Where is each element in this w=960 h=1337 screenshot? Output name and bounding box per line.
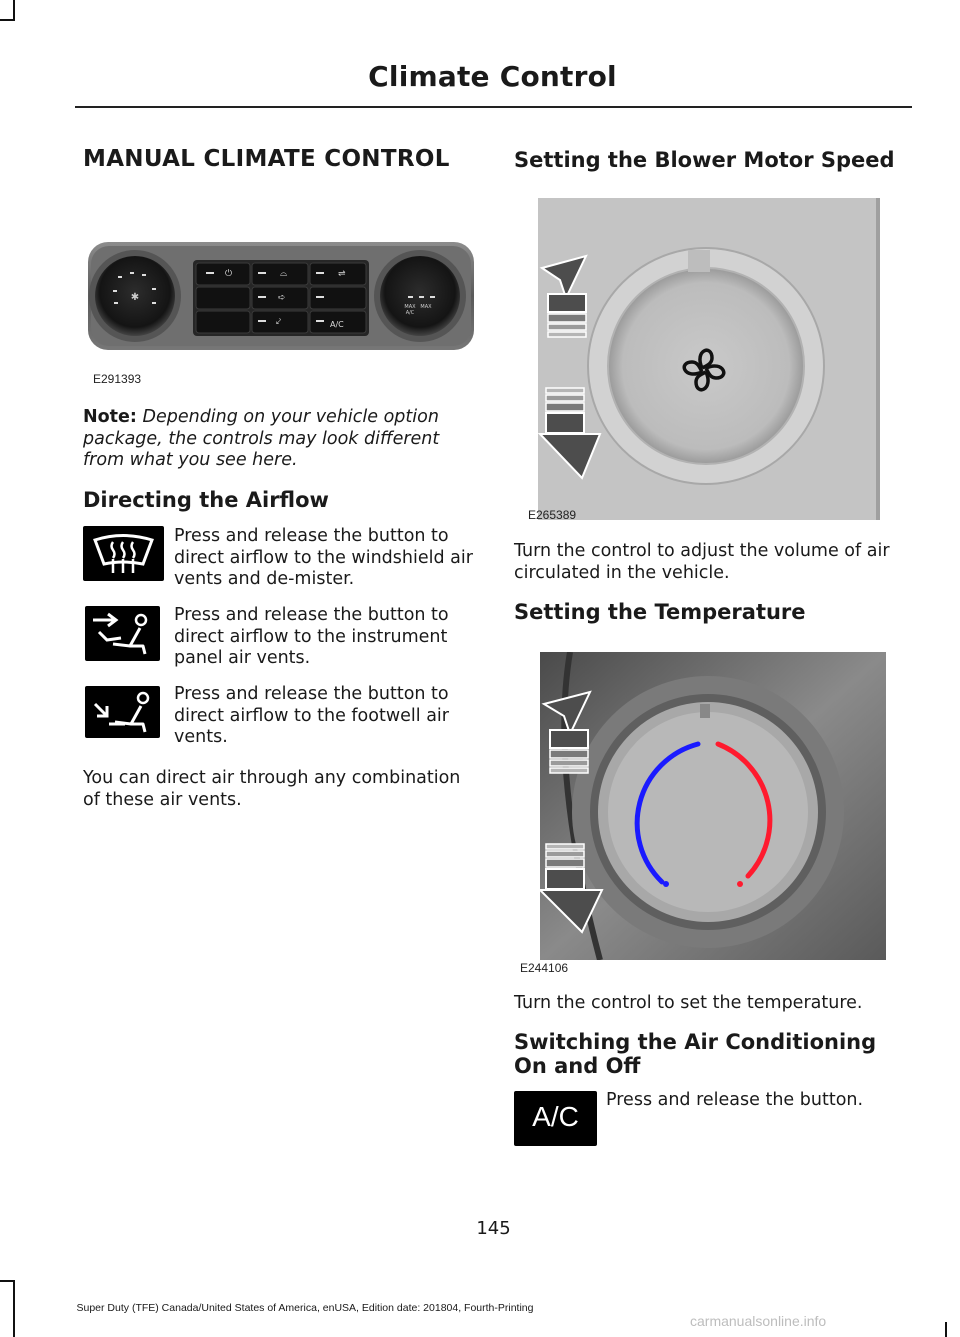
crop-mark <box>0 1280 15 1282</box>
note <box>83 407 468 472</box>
svg-text:➪: ➪ <box>278 293 286 303</box>
crop-mark <box>13 0 15 20</box>
watermark: carmanualsonline.info <box>690 1313 827 1329</box>
ac-small-label: A/C <box>405 310 415 316</box>
page-title: Climate Control <box>368 60 617 93</box>
crop-mark <box>0 19 15 21</box>
edition-footer: Super Duty (TFE) Canada/United States of America, enUSA, Edition date: 201804, Fourth-Printing <box>76 1302 534 1314</box>
ac-button-icon <box>514 1091 597 1146</box>
temperature-knob-figure <box>540 652 886 960</box>
temperature-heading: Setting the Temperature <box>514 600 806 624</box>
svg-text:✱: ✱ <box>130 292 140 303</box>
note-label: Note: <box>83 407 137 427</box>
figure-code: E244106 <box>520 961 569 975</box>
header-rule <box>75 106 912 108</box>
ac-icon-label: A/C <box>532 1101 579 1132</box>
blower-heading: Setting the Blower Motor Speed <box>514 148 895 172</box>
ac-panel-label: A/C <box>330 320 344 329</box>
airflow-item-text: Press and release the button to direct airflow to the footwell air vents. <box>174 684 449 747</box>
svg-text:⤦: ⤦ <box>276 317 282 327</box>
footwell-vent-icon <box>85 686 160 738</box>
ac-heading: Switching the Air Conditioning On and Off <box>514 1030 877 1078</box>
airflow-item-text: Press and release the button to direct airflow to the windshield air vents and de-mister. <box>174 526 473 589</box>
svg-text:⌓: ⌓ <box>280 269 288 279</box>
figure-code: E265389 <box>528 508 577 522</box>
combination-text: You can direct air through any combination of these air vents. <box>83 768 461 810</box>
figure-code: E291393 <box>93 372 142 386</box>
svg-text:⇌: ⇌ <box>338 269 346 279</box>
windshield-defrost-icon <box>83 526 164 581</box>
panel-vent-icon <box>85 606 160 661</box>
svg-text:⏻: ⏻ <box>225 269 233 279</box>
blower-knob-figure <box>538 198 880 520</box>
note-text: Depending on your vehicle option package, the controls may look different from what you see here. <box>83 407 440 470</box>
max-label: MAX <box>404 304 416 310</box>
blower-text: Turn the control to adjust the volume of air circulated in the vehicle. <box>514 541 890 583</box>
temperature-text: Turn the control to set the temperature. <box>514 993 863 1013</box>
page-number: 145 <box>476 1218 511 1239</box>
max-ac-label: MAX <box>420 304 432 310</box>
crop-mark <box>945 1322 947 1337</box>
section-title: MANUAL CLIMATE CONTROL <box>83 146 450 172</box>
climate-panel-figure <box>88 236 474 356</box>
airflow-heading: Directing the Airflow <box>83 488 329 512</box>
airflow-item-text: Press and release the button to direct airflow to the instrument panel air vents. <box>174 605 449 668</box>
ac-text: Press and release the button. <box>606 1090 864 1110</box>
